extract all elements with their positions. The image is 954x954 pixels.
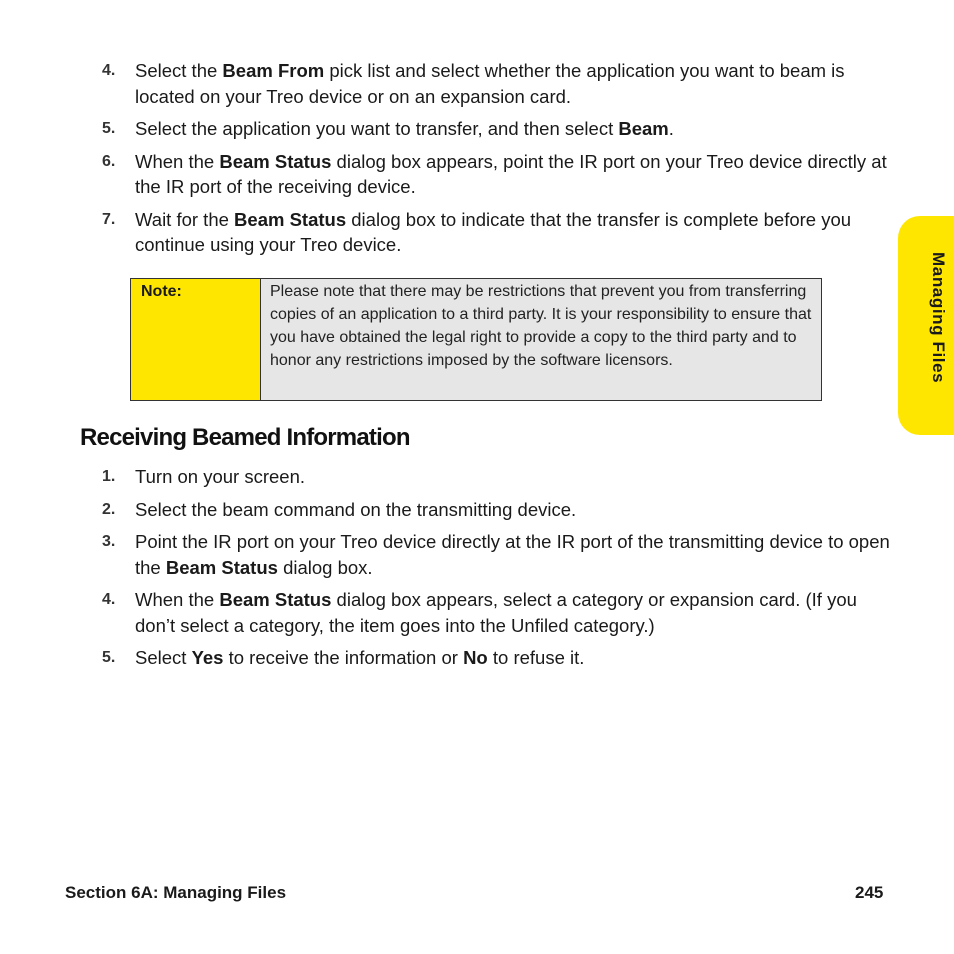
note-box bbox=[130, 278, 822, 401]
step-text: Turn on your screen. bbox=[135, 466, 306, 487]
step-text: dialog box to indicate that the transfer is complete before you continue using your Treo device. bbox=[135, 208, 852, 255]
step-text: Select bbox=[135, 647, 192, 668]
step-number: 3. bbox=[102, 533, 116, 550]
instruction-steps-receiving bbox=[0, 464, 954, 678]
step-item bbox=[0, 58, 954, 109]
step-number: 6. bbox=[102, 152, 116, 170]
step-text: pick list and select whether the application you want to beam is located on your Treo device or on an expansion card. bbox=[135, 60, 845, 107]
chapter-tab-label: Managing Files bbox=[929, 252, 948, 384]
step-text: to receive the information or bbox=[223, 647, 464, 668]
step-text: When the bbox=[135, 589, 220, 610]
step-ui-term: No bbox=[463, 647, 488, 668]
step-text: . bbox=[668, 118, 674, 139]
step-number: 1. bbox=[102, 468, 116, 485]
step-text: Select the beam command on the transmitting device. bbox=[135, 498, 577, 520]
step-text: Wait for the bbox=[135, 208, 235, 230]
step-text: When the bbox=[135, 150, 220, 172]
step-ui-term: Beam bbox=[618, 118, 669, 139]
step-ui-term: Yes bbox=[191, 647, 224, 668]
step-number: 5. bbox=[102, 120, 116, 137]
step-item bbox=[0, 645, 954, 671]
step-number: 5. bbox=[102, 649, 116, 666]
step-ui-term: Beam From bbox=[222, 60, 325, 81]
section-heading: Receiving Beamed Information bbox=[80, 424, 410, 451]
step-text: dialog box. bbox=[277, 556, 373, 578]
note-label: Note: bbox=[131, 279, 261, 400]
instruction-steps-beaming bbox=[0, 58, 954, 265]
step-ui-term: Beam Status bbox=[219, 150, 332, 172]
step-item bbox=[0, 149, 954, 200]
step-item bbox=[0, 529, 954, 580]
step-number: 2. bbox=[102, 500, 116, 518]
footer-page-number: 245 bbox=[855, 883, 884, 902]
step-text: dialog box appears, point the IR port on your Treo device directly at the IR port of the receiving device. bbox=[135, 150, 887, 197]
step-number: 7. bbox=[102, 210, 116, 228]
footer-section-title: Section 6A: Managing Files bbox=[65, 883, 287, 902]
step-item bbox=[0, 497, 954, 523]
step-ui-term: Beam Status bbox=[234, 208, 347, 230]
step-text: Select the application you want to transfer, and then select bbox=[135, 118, 619, 139]
note-text: Please note that there may be restrictions that prevent you from transferring copies of an application to a third party. It is your responsibility to ensure that you have obtained the legal right to provide a copy to the third party and to honor any restrictions imposed by the software licensors. bbox=[261, 279, 821, 400]
step-ui-term: Beam Status bbox=[165, 556, 278, 578]
step-text: Point the IR port on your Treo device directly at the IR port of the transmitting device to open the bbox=[135, 531, 890, 578]
step-text: to refuse it. bbox=[487, 647, 585, 668]
step-ui-term: Beam Status bbox=[219, 589, 332, 610]
step-item bbox=[0, 587, 954, 638]
step-item bbox=[0, 464, 954, 490]
step-item bbox=[0, 207, 954, 258]
step-number: 4. bbox=[102, 591, 116, 608]
step-text: dialog box appears, select a category or expansion card. (If you don’t select a category, the item goes into the Unfiled category.) bbox=[135, 589, 857, 636]
step-text: Select the bbox=[135, 60, 223, 81]
step-item bbox=[0, 116, 954, 142]
step-number: 4. bbox=[102, 62, 116, 79]
